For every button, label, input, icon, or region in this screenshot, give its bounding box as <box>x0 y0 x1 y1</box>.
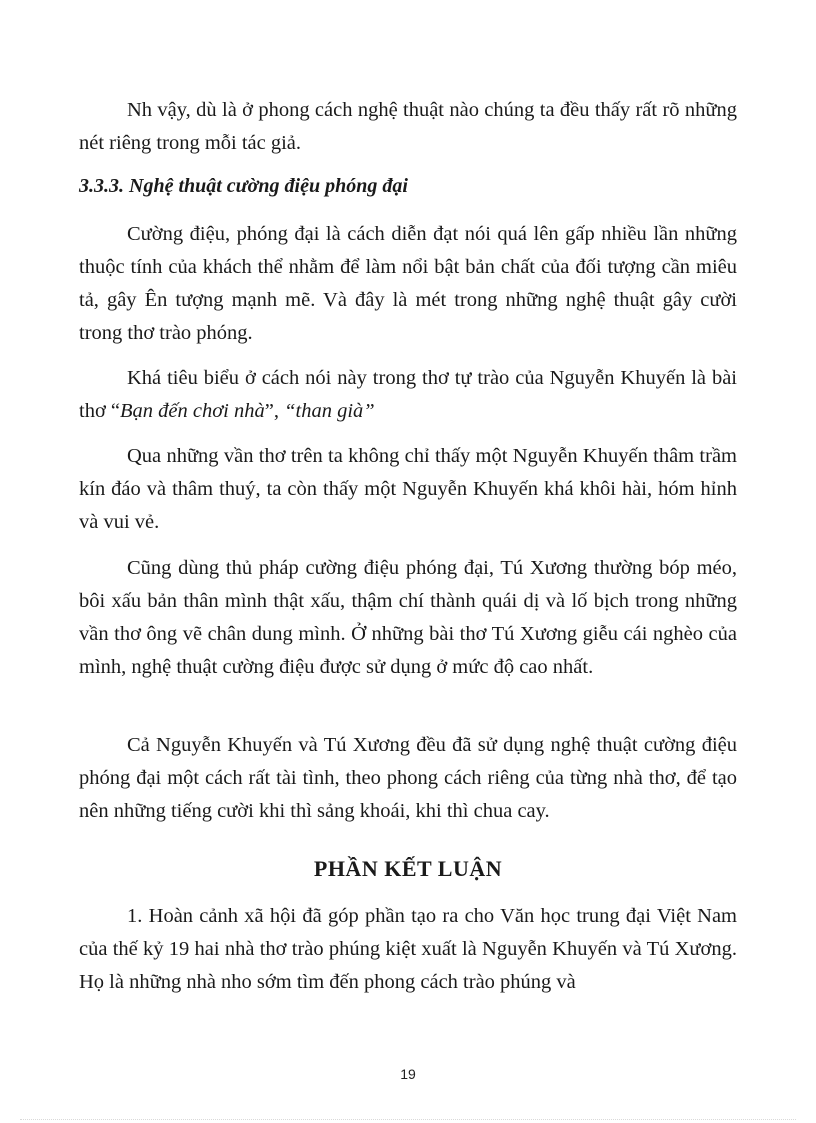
conclusion-heading: PHẦN KẾT LUẬN <box>313 856 503 881</box>
paragraph-nguyen-khuyen-character: Qua những vần thơ trên ta không chỉ thấy một Nguyễn Khuyến thâm trầm kín đáo và thâm thuý, ta còn thấy một Nguyễn Khuyến khá khôi hài, hóm hỉnh và vui vẻ. <box>79 445 737 533</box>
paragraph-conclusion-1: 1. Hoàn cảnh xã hội đã góp phần tạo ra cho Văn học trung đại Việt Nam của thế kỷ 19 hai nhà thơ trào phúng kiệt xuất là Nguyễn Khuyến và Tú Xương. Họ là những nhà nho sớm tìm đến phong cách trào phúng và <box>79 905 737 993</box>
paragraph-lead-text: Khá tiêu biểu ở cách nói này trong thơ tự trào của Nguyễn Khuyến là bài thơ “ <box>79 367 737 422</box>
paragraph-nguyen-khuyen-example <box>79 362 737 428</box>
section-heading: 3.3.3. Nghệ thuật cường điệu phóng đại <box>79 175 408 197</box>
page-bottom-divider <box>20 1119 796 1120</box>
paragraph-tu-xuong: Cũng dùng thủ pháp cường điệu phóng đại, Tú Xương thường bóp méo, bôi xấu bản thân mình thật xấu, thậm chí thành quái dị và lố bịch trong những vần thơ ông vẽ chân dung mình. Ở những bài thơ Tú Xương giễu cái nghèo của mình, nghệ thuật cường điệu được sử dụng ở mức độ cao nhất. <box>79 557 737 678</box>
poem-title-than-gia: “than già” <box>284 400 375 422</box>
paragraph-intro: Nh vậy, dù là ở phong cách nghệ thuật nào chúng ta đều thấy rất rõ những nét riêng trong mỗi tác giả. <box>79 99 737 154</box>
paragraph-separator: ”, <box>264 400 285 422</box>
paragraph-definition: Cường điệu, phóng đại là cách diễn đạt nói quá lên gấp nhiều lần những thuộc tính của khách thể nhằm để làm nổi bật bản chất của đối tượng cần miêu tả, gây Ên tượng mạnh mẽ. Và đây là mét trong những nghệ thuật gây cười trong thơ trào phóng. <box>79 223 737 344</box>
page-number: 19 <box>400 1066 416 1082</box>
poem-title-ban-den-choi-nha: Bạn đến chơi nhà <box>120 400 265 422</box>
paragraph-comparison: Cả Nguyễn Khuyến và Tú Xương đều đã sử dụng nghệ thuật cường điệu phóng đại một cách rất tài tình, theo phong cách riêng của từng nhà thơ, để tạo nên những tiếng cười khi thì sảng khoái, khi thì chua cay. <box>79 734 737 822</box>
